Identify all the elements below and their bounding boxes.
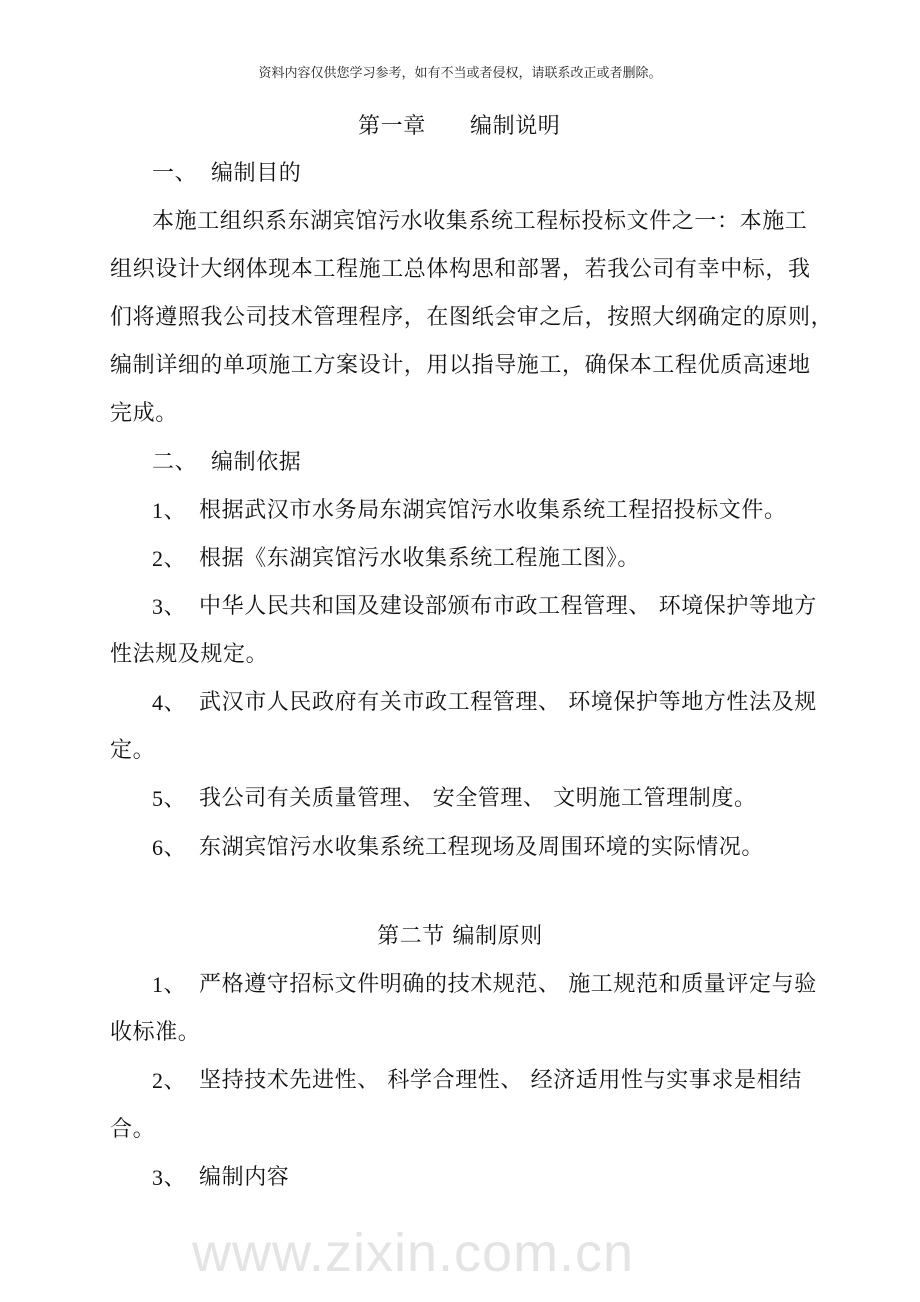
list-item: 中华人民共和国及建设部颁布市政工程管理、 环境保护等地方 xyxy=(199,594,817,619)
list-item: 根据《东湖宾馆污水收集系统工程施工图》。 xyxy=(199,546,641,571)
list-number: 1、 xyxy=(152,498,187,523)
list-number: 3、 xyxy=(152,1165,187,1190)
section-number: 一、 xyxy=(152,161,198,186)
section-title: 编制目的 xyxy=(211,161,302,186)
list-item: 根据武汉市水务局东湖宾馆污水收集系统工程招投标文件。 xyxy=(199,498,787,523)
list-number: 5、 xyxy=(152,786,187,811)
list-item: 我公司有关质量管理、 安全管理、 文明施工管理制度。 xyxy=(199,786,757,811)
section-number: 二、 xyxy=(152,450,198,475)
header-notice: 资料内容仅供您学习参考，如有不当或者侵权，请联系改正或者删除。 xyxy=(258,66,662,81)
list-number: 2、 xyxy=(152,1068,187,1093)
watermark: www.zixin.com.cn xyxy=(192,1223,635,1283)
list-item-continuation: 定。 xyxy=(110,738,156,763)
list-item-continuation: 性法规及规定。 xyxy=(110,642,269,667)
section-heading: 第二节 编制原则 xyxy=(377,924,543,949)
list-number: 1、 xyxy=(152,972,187,997)
list-item: 武汉市人民政府有关市政工程管理、 环境保护等地方性法及规 xyxy=(199,690,817,715)
list-number: 6、 xyxy=(152,835,187,860)
section-title: 编制依据 xyxy=(211,450,302,475)
chapter-title: 编制说明 xyxy=(470,114,561,139)
list-item: 坚持技术先进性、 科学合理性、 经济适用性与实事求是相结 xyxy=(199,1068,802,1093)
list-number: 3、 xyxy=(152,594,187,619)
chapter-number: 第一章 xyxy=(358,114,426,139)
list-number: 2、 xyxy=(152,546,187,571)
list-item: 东湖宾馆污水收集系统工程现场及周围环境的实际情况。 xyxy=(199,835,765,860)
list-item-continuation: 合。 xyxy=(110,1117,156,1142)
paragraph-line: 们将遵照我公司技术管理程序，在图纸会审之后，按照大纲确定的原则， xyxy=(110,305,834,330)
paragraph-line: 完成。 xyxy=(110,401,178,426)
list-item-continuation: 收标准。 xyxy=(110,1020,201,1045)
paragraph-line: 组织设计大纲体现本工程施工总体构思和部署，若我公司有幸中标，我 xyxy=(110,257,811,282)
paragraph-line: 本施工组织系东湖宾馆污水收集系统工程标投标文件之一：本施工 xyxy=(152,209,808,234)
list-item: 严格遵守招标文件明确的技术规范、 施工规范和质量评定与验 xyxy=(199,972,817,997)
list-item: 编制内容 xyxy=(199,1165,290,1190)
paragraph-line: 编制详细的单项施工方案设计，用以指导施工，确保本工程优质高速地 xyxy=(110,353,811,378)
list-number: 4、 xyxy=(152,690,187,715)
